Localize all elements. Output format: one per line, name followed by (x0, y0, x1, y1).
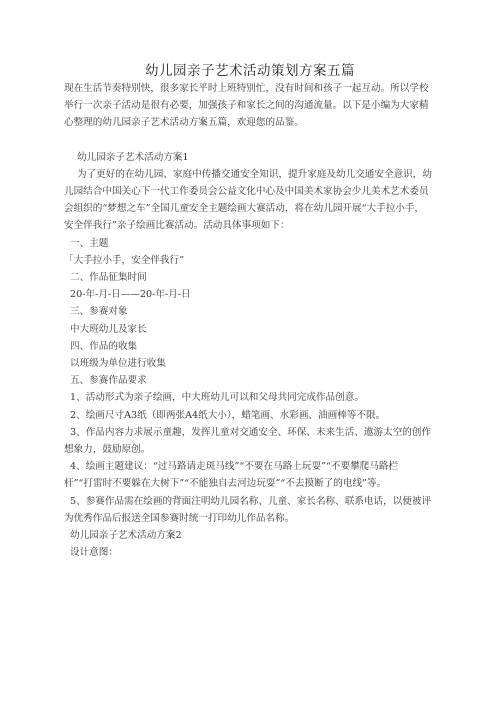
intro-line: 现在生活节奏特别快，很多家长平时上班特别忙，没有时间和孩子一起互动。所以学校 (64, 83, 429, 94)
subheading-requirements: 五、参赛作品要求 (70, 375, 147, 387)
requirement-item-cont: 想象力，鼓励原创。 (64, 444, 151, 456)
requirement-item-cont: 杆”“打雷时不要躲在大树下”“不能独自去河边玩耍”“不去摸断了的电线”等。 (64, 478, 387, 490)
design-intent-label: 设计意图： (70, 547, 118, 559)
intro-line: 举行一次亲子活动是很有必要，加强孩子和家长之间的沟通流量。以下是小编为大家精 (64, 100, 429, 112)
intro-line: 心整理的幼儿园亲子艺术活动方案五篇，欢迎您的品鉴。 (64, 117, 304, 129)
body-line: 儿园结合中国关心下一代工作委员会公益文化中心及中国美术家协会少儿美术艺术委员 (64, 186, 429, 198)
requirement-item: 3、作品内容力求展示童趣，发挥儿童对交通安全、环保、未来生活、遨游太空的创作 (70, 426, 432, 438)
document-title: 幼儿园亲子艺术活动策划方案五篇 (145, 63, 355, 79)
subheading-theme: 一、主题 (70, 237, 109, 249)
participants-text: 中大班幼儿及家长 (70, 323, 147, 335)
subheading-participants: 三、参赛对象 (70, 306, 128, 318)
subheading-time: 二、作品征集时间 (70, 272, 147, 284)
collection-text: 以班级为单位进行收集 (70, 358, 166, 370)
body-line: 安全伴我行”亲子绘画比赛活动。活动具体事项如下： (64, 220, 290, 232)
subheading-collection: 四、作品的收集 (70, 340, 138, 352)
requirement-item: 4、绘画主题建议：“过马路请走斑马线”“不要在马路上玩耍”“不要攀爬马路栏 (70, 461, 399, 473)
document-body (64, 80, 439, 561)
body-line: 会组织的“梦想之车”全国儿童安全主题绘画大赛活动，将在幼儿园开展“大手拉小手， (64, 203, 425, 215)
time-text: 20-年-月-日——20-年-月-日 (70, 289, 191, 301)
body-line: 为了更好的在幼儿园、家庭中传播交通安全知识，提升家庭及幼儿交通安全意识，幼 (77, 168, 432, 180)
requirement-item-cont: 为优秀作品后报送全国参赛时统一打印幼儿作品名称。 (64, 512, 295, 524)
paragraph-gap (64, 132, 439, 149)
section-heading-plan-2: 幼儿园亲子艺术活动方案2 (70, 530, 182, 542)
section-heading-plan-1: 幼儿园亲子艺术活动方案1 (77, 151, 189, 163)
theme-text: 「大手拉小手，安全伴我行” (64, 254, 185, 266)
requirement-item: 1、活动形式为亲子绘画，中大班幼儿可以和父母共同完成作品创意。 (70, 392, 364, 404)
requirement-item: 2、绘画尺寸A3纸（即两张A4纸大小），蜡笔画、水彩画、油画棒等不限。 (70, 409, 386, 421)
requirement-item: 5、参赛作品需在绘画的背面注明幼儿园名称、儿童、家长名称、联系电话，以便被评 (70, 495, 432, 507)
